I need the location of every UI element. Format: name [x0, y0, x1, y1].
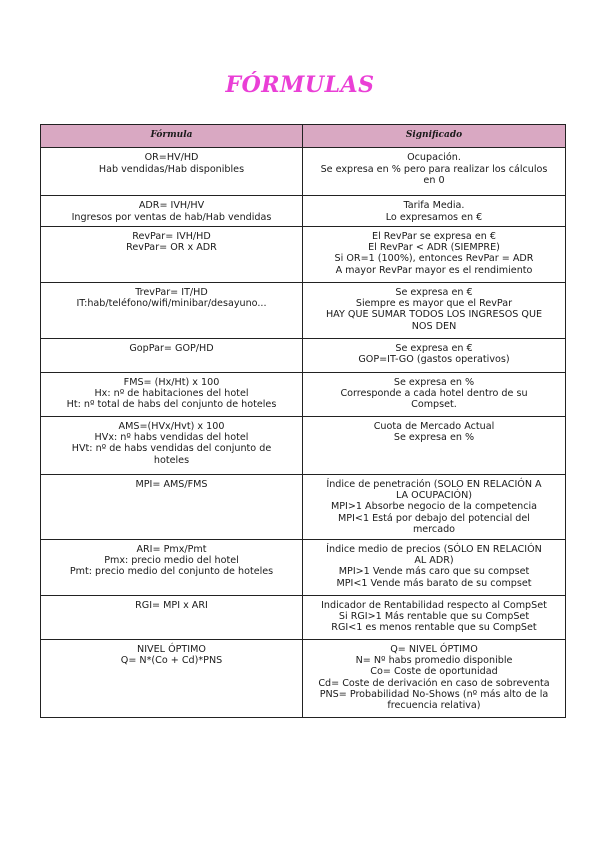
table-row	[41, 639, 566, 717]
meaning-cell-line: Índice medio de precios (SÓLO EN RELACIÓN	[326, 543, 542, 555]
table-row	[41, 539, 566, 595]
meaning-cell	[303, 282, 566, 338]
formula-cell-line: ARI= Pmx/Pmt	[136, 543, 207, 555]
meaning-cell-line: mercado	[412, 524, 456, 536]
meaning-cell-line: Si RGI>1 Más rentable que su CompSet	[338, 611, 530, 623]
formula-cell	[41, 282, 303, 338]
meaning-cell	[303, 226, 566, 282]
table-row	[41, 338, 566, 372]
meaning-cell-line: GOP=IT-GO (gastos operativos)	[358, 354, 510, 366]
formula-cell-line: Q= N*(Co + Cd)*PNS	[120, 655, 223, 667]
meaning-cell-line: Se expresa en €	[395, 342, 473, 354]
table-row	[41, 196, 566, 227]
meaning-cell-line: LA OCUPACIÓN)	[395, 490, 472, 502]
formula-cell-line: HVx: nº habs vendidas del hotel	[94, 432, 249, 444]
meaning-cell-line: MPI<1 Está por debajo del potencial del	[338, 512, 530, 524]
formula-cell	[41, 595, 303, 639]
formula-cell-line: RevPar= OR x ADR	[126, 242, 217, 254]
meaning-cell-line: Compset.	[411, 399, 457, 411]
page-title: FÓRMULAS	[225, 72, 375, 98]
formula-cell-line: hoteles	[153, 454, 190, 466]
meaning-cell-line: N= Nº habs promedio disponible	[355, 655, 513, 667]
meaning-cell-line: RGI<1 es menos rentable que su CompSet	[331, 622, 537, 634]
formula-cell-line: Ht: nº total de habs del conjunto de hoteles	[66, 399, 277, 411]
meaning-cell-line: frecuencia relativa)	[387, 700, 481, 712]
formulas-table	[40, 124, 566, 718]
formula-cell-line: HVt: nº de habs vendidas del conjunto de	[71, 443, 272, 455]
meaning-cell-line: Se expresa en %	[393, 376, 475, 388]
formula-cell-line: RevPar= IVH/HD	[132, 230, 211, 242]
meaning-cell-line: Corresponde a cada hotel dentro de su	[340, 388, 528, 400]
formula-cell-line: GopPar= GOP/HD	[129, 342, 214, 354]
column-header-formula: Fórmula	[41, 125, 303, 148]
formula-cell-line: IT:hab/teléfono/wifi/minibar/desayuno...	[76, 298, 267, 310]
meaning-cell-line: Co= Coste de oportunidad	[370, 666, 498, 678]
table-row	[41, 226, 566, 282]
formula-cell-line: TrevPar= IT/HD	[135, 286, 208, 298]
meaning-cell-line: Índice de penetración (SOLO EN RELACIÓN A	[326, 478, 542, 490]
meaning-cell	[303, 416, 566, 474]
table-header-row	[41, 125, 566, 148]
formula-cell-line: ADR= IVH/HV	[138, 200, 205, 212]
formula-cell-line: RGI= MPI x ARI	[135, 599, 208, 611]
meaning-cell-line: Cuota de Mercado Actual	[373, 420, 495, 432]
formula-cell-line: Hab vendidas/Hab disponibles	[98, 163, 245, 175]
meaning-cell	[303, 372, 566, 416]
meaning-cell-line: El RevPar se expresa en €	[372, 230, 496, 242]
meaning-cell	[303, 338, 566, 372]
meaning-cell-line: A mayor RevPar mayor es el rendimiento	[335, 264, 533, 276]
meaning-cell	[303, 595, 566, 639]
formula-cell-line: NIVEL ÓPTIMO	[137, 643, 206, 655]
formula-cell	[41, 539, 303, 595]
meaning-cell-line: NOS DEN	[411, 320, 457, 332]
table-row	[41, 282, 566, 338]
meaning-cell-line: Q= NIVEL ÓPTIMO	[390, 643, 478, 655]
formula-cell	[41, 226, 303, 282]
formula-cell-line: OR=HV/HD	[144, 152, 199, 164]
meaning-cell-line: MPI<1 Vende más barato de su compset	[336, 577, 532, 589]
meaning-cell-line: Indicador de Rentabilidad respecto al CompSet	[321, 599, 547, 611]
table-row	[41, 595, 566, 639]
meaning-cell-line: Tarifa Media.	[403, 200, 465, 212]
formula-cell	[41, 372, 303, 416]
meaning-cell-line: El RevPar < ADR (SIEMPRE)	[368, 242, 500, 254]
meaning-cell-line: HAY QUE SUMAR TODOS LOS INGRESOS QUE	[325, 309, 543, 321]
formula-cell-line: Pmx: precio medio del hotel	[104, 555, 239, 567]
formula-cell-line: FMS= (Hx/Ht) x 100	[123, 376, 220, 388]
meaning-cell-line: AL ADR)	[414, 555, 454, 567]
formula-cell-line: Hx: nº de habitaciones del hotel	[94, 388, 249, 400]
formula-cell	[41, 416, 303, 474]
meaning-cell-line: MPI>1 Absorbe negocio de la competencia	[330, 501, 538, 513]
meaning-cell-line: Cd= Coste de derivación en caso de sobreventa	[318, 677, 550, 689]
meaning-cell	[303, 196, 566, 227]
meaning-cell-line: Ocupación.	[407, 152, 461, 164]
table-row	[41, 474, 566, 539]
column-header-meaning: Significado	[303, 125, 566, 148]
formula-cell	[41, 338, 303, 372]
meaning-cell-line: MPI>1 Vende más caro que su compset	[338, 566, 530, 578]
meaning-cell-line: Se expresa en % pero para realizar los cálculos	[320, 163, 548, 175]
meaning-cell	[303, 474, 566, 539]
meaning-cell-line: PNS= Probabilidad No-Shows (nº más alto de la	[319, 689, 549, 701]
formula-cell-line: Ingresos por ventas de hab/Hab vendidas	[71, 211, 272, 223]
meaning-cell-line: Se expresa en %	[393, 432, 475, 444]
meaning-cell	[303, 639, 566, 717]
formula-cell-line: AMS=(HVx/Hvt) x 100	[118, 420, 225, 432]
table-row	[41, 372, 566, 416]
formula-cell	[41, 474, 303, 539]
meaning-cell	[303, 148, 566, 196]
meaning-cell-line: Si OR=1 (100%), entonces RevPar = ADR	[334, 253, 534, 265]
table-row	[41, 416, 566, 474]
formula-cell	[41, 639, 303, 717]
meaning-cell-line: Siempre es mayor que el RevPar	[355, 298, 513, 310]
meaning-cell-line: en 0	[423, 174, 445, 186]
formula-cell	[41, 196, 303, 227]
meaning-cell	[303, 539, 566, 595]
formula-cell-line: MPI= AMS/FMS	[135, 478, 208, 490]
meaning-cell-line: Se expresa en €	[395, 286, 473, 298]
meaning-cell-line: Lo expresamos en €	[385, 211, 483, 223]
formula-cell	[41, 148, 303, 196]
formula-cell-line: Pmt: precio medio del conjunto de hoteles	[69, 566, 274, 578]
table-row	[41, 148, 566, 196]
